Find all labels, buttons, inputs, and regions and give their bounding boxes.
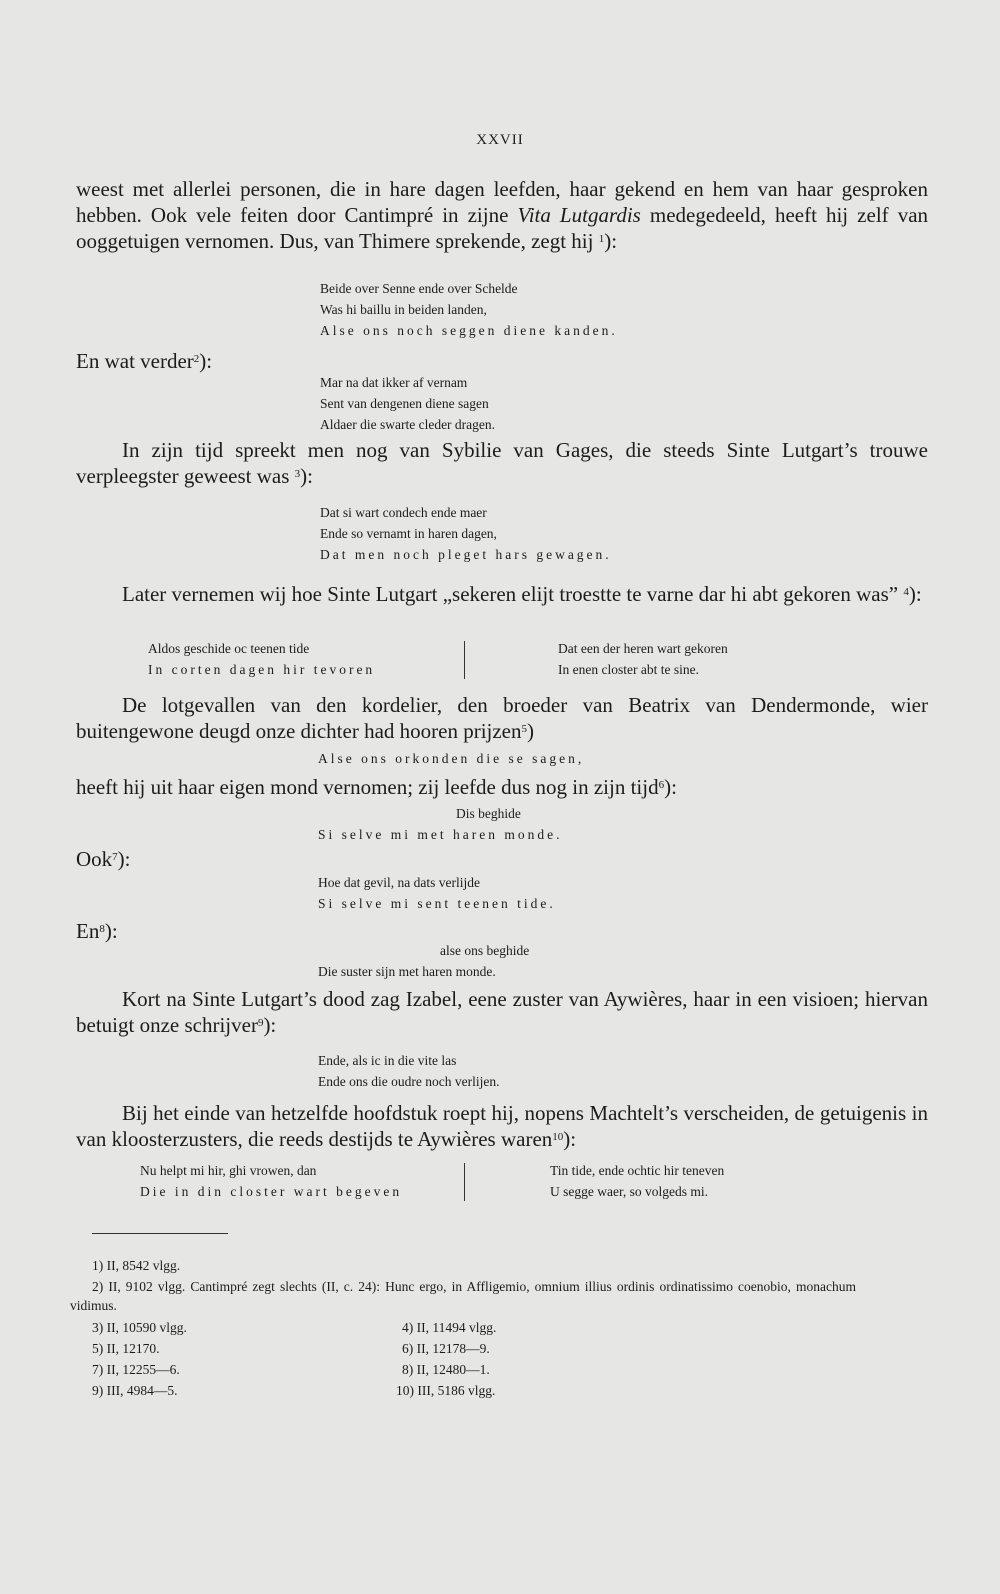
verse-divider <box>464 641 465 679</box>
verse-block-3: Dat si wart condech ende maer Ende so vernamt in haren dagen, Dat men noch pleget hars gewagen. <box>320 505 612 562</box>
verse-line-6b: Si selve mi met haren monde. <box>318 827 563 842</box>
verse-block-9: Ende, als ic in die vite las Ende ons die oudre noch verlijen. <box>318 1053 500 1089</box>
page-number: XXVII <box>476 132 524 148</box>
verse-block-2: Mar na dat ikker af vernam Sent van dengenen diene sagen Aldaer die swarte cleder dragen. <box>320 375 496 432</box>
paragraph-7: Bij het einde van hetzelfde hoofdstuk roept hij, nopens Machtelt’s verscheiden, de getuigenis in van kloosterzusters, die reeds destijds te Aywières waren$^{10}$): <box>76 1101 928 1151</box>
paragraph-4: De lotgevallen van den kordelier, den broeder van Beatrix van Dendermonde, wier buitengewone deugd onze dichter had hooren prijzen$^5$) <box>76 693 928 743</box>
footnote-10: 10) III, 5186 vlgg. <box>396 1383 496 1398</box>
verse-block-4-left: Aldos geschide oc teenen tide In corten dagen hir tevoren <box>148 641 376 677</box>
footnote-5: 5) II, 12170. <box>92 1341 160 1356</box>
verse-block-4-right: Dat een der heren wart gekoren In enen closter abt te sine. <box>558 641 728 677</box>
italic-title: Vita Lutgardis <box>517 203 641 227</box>
footnote-4: 4) II, 11494 vlgg. <box>402 1320 497 1335</box>
verse-line-8b: Die suster sijn met haren monde. <box>318 964 496 979</box>
verse-block-10-left: Nu helpt mi hir, ghi vrowen, dan Die in din closter wart begeven <box>140 1163 403 1199</box>
footnote-7: 7) II, 12255—6. <box>92 1362 180 1377</box>
paragraph-5: heeft hij uit haar eigen mond vernomen; zij leefde dus nog in zijn tijd$^6$): <box>76 775 677 799</box>
verse-block-10-right: Tin tide, ende ochtic hir teneven U segge waer, so volgeds mi. <box>550 1163 725 1199</box>
footnote-8: 8) II, 12480—1. <box>402 1362 490 1377</box>
paragraph-6: Kort na Sinte Lutgart’s dood zag Izabel, eene zuster van Aywières, haar in een visioen; hiervan betuigt onze schrijver$^9$): <box>76 987 928 1037</box>
footnote-2: 2) II, 9102 vlgg. Cantimpré zegt slechts (II, c. 24): Hunc ergo, in Affligemio, omnium illius ordinis ordinatissimo coenobio, monachum vidimus. <box>70 1279 856 1313</box>
verse-block-1: Beide over Senne ende over Schelde Was hi baillu in beiden landen, Alse ons noch seggen diene kanden. <box>320 281 618 338</box>
footnote-rule <box>92 1233 228 1234</box>
footnote-ref: 1 <box>598 233 605 245</box>
verse-divider-2 <box>464 1163 465 1201</box>
footnote-3: 3) II, 10590 vlgg. <box>92 1320 187 1335</box>
paragraph-1: weest met allerlei personen, die in hare dagen leefden, haar gekend en hem van haar gesproken hebben. Ook vele feiten door Cantimpré in zijne Vita Lutgardis medegedeeld, heeft hij zelf van ooggetuigen vernomen. Dus, van Thimere sprekende, zegt hij $^1$): <box>76 177 929 253</box>
paragraph-2: In zijn tijd spreekt men nog van Sybilie van Gages, die steeds Sinte Lutgart’s trouwe verpleegster geweest was $^3$): <box>76 438 928 488</box>
paragraph-3: Later vernemen wij hoe Sinte Lutgart „sekeren elijt troestte te varne dar hi abt gekoren was” $^4$): <box>122 582 922 606</box>
verse-line-6a: Dis beghide <box>456 806 521 821</box>
label-en: En$^8$): <box>76 919 118 943</box>
label-ook: Ook$^7$): <box>76 847 131 871</box>
verse-line-8a: alse ons beghide <box>440 943 530 958</box>
footnote-1: 1) II, 8542 vlgg. <box>92 1258 181 1273</box>
verse-block-7: Hoe dat gevil, na dats verlijde Si selve mi sent teenen tide. <box>318 875 556 911</box>
footnote-9: 9) III, 4984—5. <box>92 1383 178 1398</box>
footnote-6: 6) II, 12178—9. <box>402 1341 490 1356</box>
label-en-wat-verder: En wat verder$^2$): <box>76 349 213 373</box>
verse-line-5: Alse ons orkonden die se sagen, <box>318 751 585 766</box>
